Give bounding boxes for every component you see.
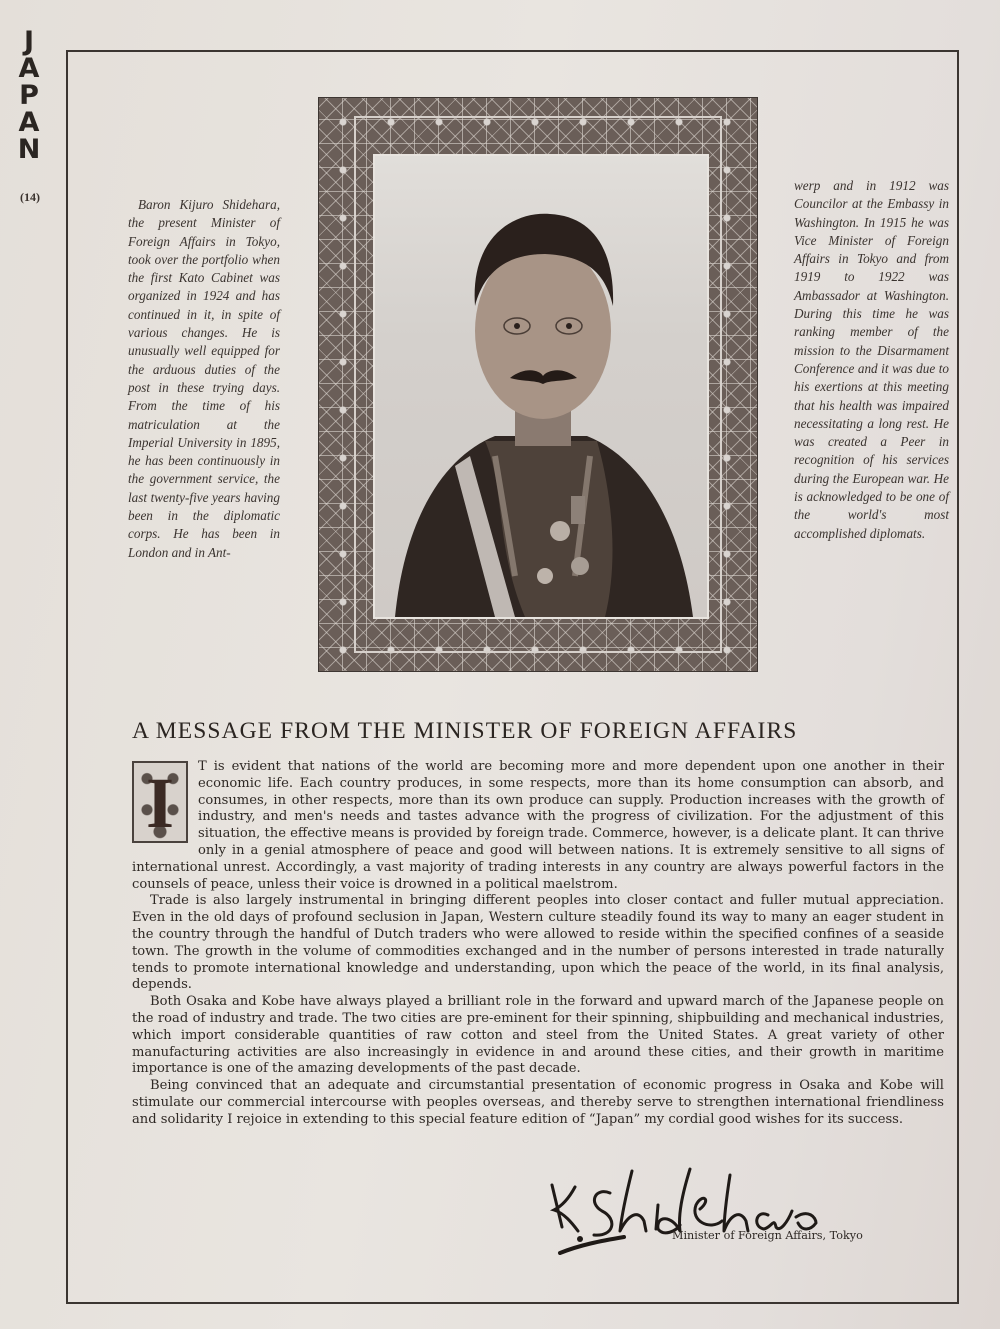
article-paragraph: Trade is also largely instrumental in bringing different peoples into closer contact and fuller mutual appreciation. Even in the old days of profound seclusion in Japan, Western culture steadily found its way to many an eager student in the country through the handful of Dutch traders who were allowed to reside within the specified confines of a seaside town. The growth in the volume of commodities exchanged and in the number of persons interested in trade naturally tends to promote international knowledge and understanding, upon which the peace of the world, in its final analysis, depends.: [132, 893, 944, 993]
masthead-japan: [14, 28, 44, 163]
illuminated-drop-cap: [132, 761, 188, 843]
masthead-letter: A: [18, 107, 40, 138]
masthead-letter: J: [23, 26, 35, 57]
masthead-letter: N: [17, 134, 41, 165]
caption-right-biography: werp and in 1912 was Councilor at the Embassy in Washington. In 1915 he was Vice Minister of Foreign Affairs in Tokyo and from 1919 to 1922 was Ambassador at Washington. During this time he was ranking member of the mission to the Disarmament Conference and it was due to his exertions at this meeting that his health was impaired necessitating a long rest. He was created a Peer in recognition of his services during the European war. He is acknowledged to be one of the world's most accomplished diplomats.: [794, 178, 949, 541]
portrait-figure-image: [375, 156, 707, 617]
article-paragraph: Both Osaka and Kobe have always played a brilliant role in the forward and upward march of the Japanese people on the road of industry and trade. The two cities are pre-eminent for their spinning, shipbuilding and mechanical industries, which import considerable quantities of raw cotton and steel from the United States. A great variety of other manufacturing activities are also increasingly in evidence in and around these cities, and their growth in maritime importance is one of the amazing developments of the past decade.: [132, 994, 944, 1077]
signature-title: Minister of Foreign Affairs, Tokyo: [672, 1229, 863, 1242]
article-title: A MESSAGE FROM THE MINISTER OF FOREIGN AFFAIRS: [132, 718, 798, 744]
portrait-photo: [373, 154, 709, 619]
portrait-ornamental-frame: [318, 97, 758, 672]
article-paragraph: Being convinced that an adequate and circumstantial presentation of economic progress in Osaka and Kobe will stimulate our commercial intercourse with peoples overseas, and thereby serve to strengthen international friendliness and solidarity I rejoice in extending to this special feature edition of “Japan” my cordial good wishes for its success.: [132, 1078, 944, 1127]
masthead-letter: A: [18, 53, 40, 84]
page-number: (14): [20, 190, 40, 204]
drop-cap-letter: I: [145, 763, 175, 843]
article-paragraph: T is evident that nations of the world are becoming more and more dependent upon one another in their economic life. Each country produces, in some respects, more than its home consumption can absorb, and consumes, in other respects, more than its own produce can supply. Production increases with the growth of industry, and men's needs and tastes advance with the progress of civilization. For the adjustment of this situation, the effective means is provided by foreign trade. Commerce, however, is a delicate plant. It can thrive only in a genial atmosphere of peace and good will between nations. It is extremely sensitive to all signs of international unrest. Accordingly, a vast majority of trading interests in any country are always powerful factors in the counsels of peace, unless their voice is drowned in a political maelstrom.: [132, 759, 944, 892]
masthead-letter: P: [19, 80, 39, 111]
article-body: [132, 759, 944, 1129]
caption-left-biography: Baron Kijuro Shidehara, the present Minister of Foreign Affairs in Tokyo, took over the portfolio when the first Kato Cabinet was organized in 1924 and has continued in it, in spite of various changes. He is unusually well equipped for the arduous duties of the post in these trying days. From the time of his matriculation at the Imperial University in 1895, he has been continuously in the government service, the last twenty-five years having been in the diplomatic corps. He has been in London and in Ant-: [128, 197, 280, 560]
